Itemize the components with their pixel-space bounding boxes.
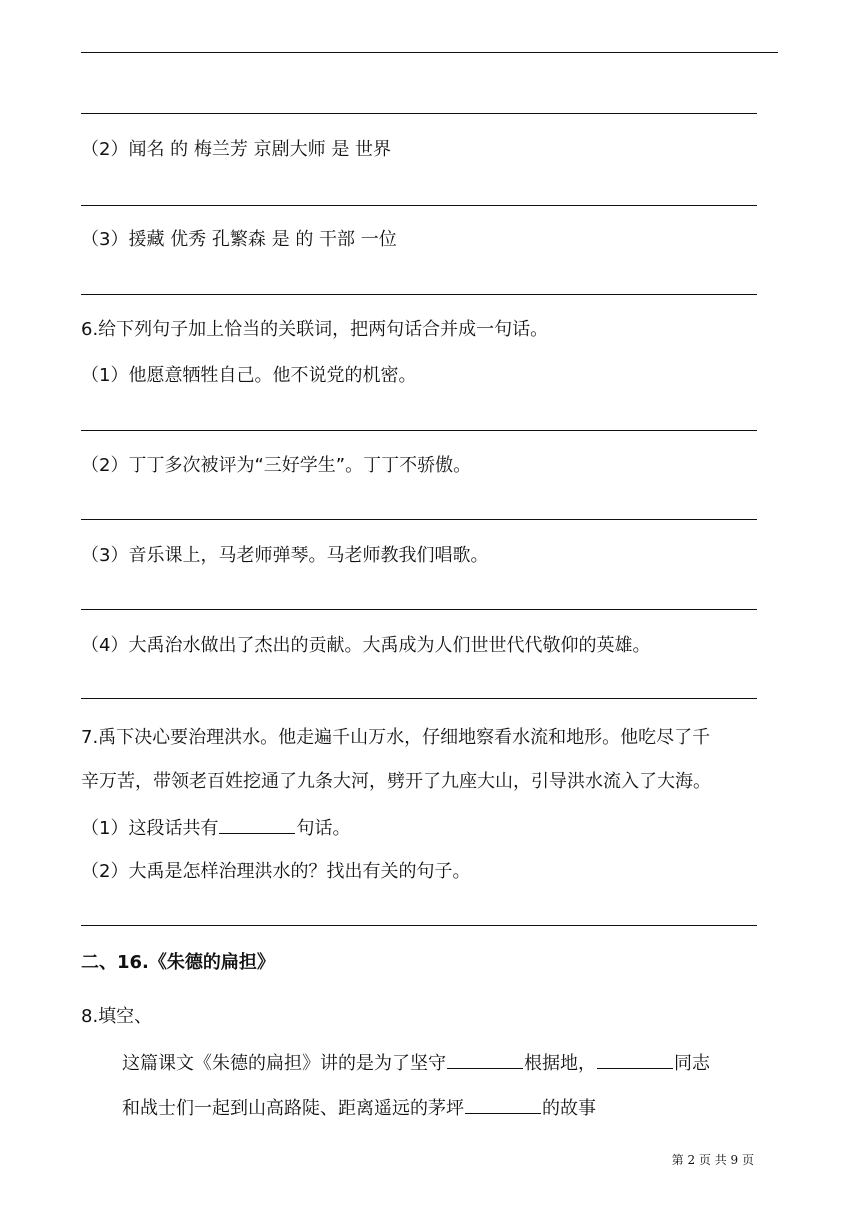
answer-line [81, 205, 757, 206]
question-7-1-suffix: 句话。 [296, 818, 351, 839]
question-5-3: （3）援藏 优秀 孔繁森 是 的 干部 一位 [81, 229, 397, 250]
answer-line [81, 519, 757, 520]
answer-line [81, 925, 757, 926]
question-6-2: （2）丁丁多次被评为“三好学生”。丁丁不骄傲。 [81, 455, 472, 476]
question-6-3: （3）音乐课上，马老师弹琴。马老师教我们唱歌。 [81, 545, 489, 566]
question-7-2: （2）大禹是怎样治理洪水的？找出有关的句子。 [81, 861, 471, 882]
page-number: 第 2 页 共 9 页 [671, 1153, 754, 1167]
answer-line [81, 113, 757, 114]
question-8-text-a: 这篇课文《朱德的扁担》讲的是为了坚守 [122, 1053, 446, 1074]
answer-line [81, 609, 757, 610]
question-6-4: （4）大禹治水做出了杰出的贡献。大禹成为人们世世代代敬仰的英雄。 [81, 635, 651, 656]
question-8-text-d: 和战士们一起到山高路陡、距离遥远的茅坪 [122, 1098, 464, 1119]
question-6-1: （1）他愿意牺牲自己。他不说党的机密。 [81, 365, 417, 386]
question-5-2: （2）闻名 的 梅兰芳 京剧大师 是 世界 [81, 139, 392, 160]
question-8-text-e: 的故事 [542, 1098, 596, 1119]
question-7-line-1: 7.禹下决心要治理洪水。他走遍千山万水，仔细地察看水流和地形。他吃尽了千 [81, 727, 711, 748]
section-heading: 二、16.《朱德的扁担》 [81, 952, 275, 973]
fill-blank[interactable] [447, 1050, 523, 1069]
question-7-1 [81, 815, 350, 841]
question-6-title: 6.给下列句子加上恰当的关联词，把两句话合并成一句话。 [81, 319, 549, 340]
question-7-line-2: 辛万苦，带领老百姓挖通了九条大河，劈开了九座大山，引导洪水流入了大海。 [81, 771, 711, 792]
question-7-1-prefix: （1）这段话共有 [81, 818, 219, 839]
answer-line [81, 294, 757, 295]
fill-blank[interactable] [219, 815, 295, 834]
question-8-title: 8.填空、 [81, 1006, 153, 1027]
question-8-line-2 [122, 1095, 596, 1121]
fill-blank[interactable] [465, 1095, 541, 1114]
answer-line [81, 430, 757, 431]
question-8-text-b: 根据地， [524, 1053, 596, 1074]
answer-line [81, 52, 778, 53]
fill-blank[interactable] [597, 1050, 673, 1069]
question-8-line-1 [122, 1050, 710, 1076]
question-8-text-c: 同志 [674, 1053, 710, 1074]
answer-line [81, 698, 757, 699]
